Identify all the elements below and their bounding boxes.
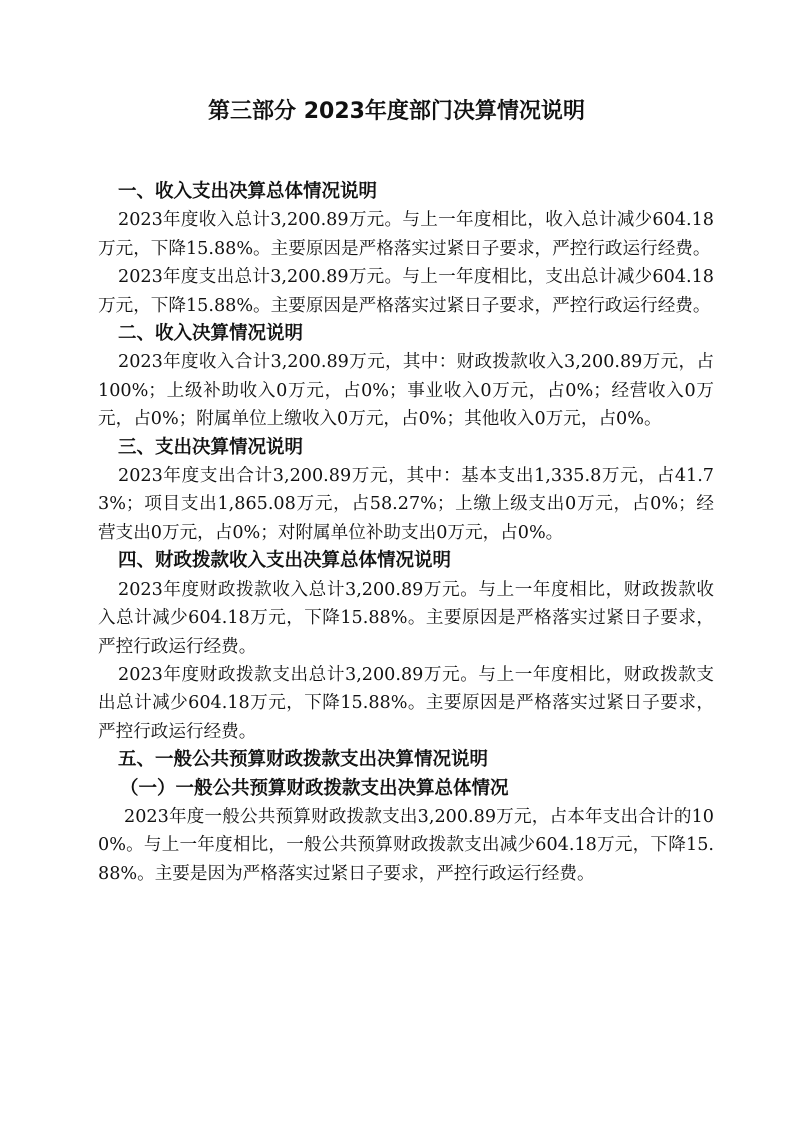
section-expenditure bbox=[98, 434, 714, 548]
paragraph: 2023年度收入合计3,200.89万元，其中：财政拨款收入3,200.89万元，占100%；上级补助收入0万元，占0%；事业收入0万元，占0%；经营收入0万元，占0%；附属单位上缴收入0万元，占0%；其他收入0万元，占0%。 bbox=[98, 352, 714, 430]
section-fiscal-appropriation bbox=[98, 547, 714, 746]
section-heading: 二、收入决算情况说明 bbox=[118, 323, 304, 345]
page-title: 第三部分 2023年度部门决算情况说明 bbox=[208, 99, 585, 124]
paragraph: 2023年度收入总计3,200.89万元。与上一年度相比，收入总计减少604.18万元，下降15.88%。主要原因是严格落实过紧日子要求，严控行政运行经费。 bbox=[98, 210, 714, 259]
paragraph: 2023年度财政拨款支出总计3,200.89万元。与上一年度相比，财政拨款支出总计减少604.18万元，下降15.88%。主要原因是严格落实过紧日子要求，严控行政运行经费。 bbox=[98, 664, 714, 742]
section-income bbox=[98, 320, 714, 434]
section-heading: 一、收入支出决算总体情况说明 bbox=[118, 181, 378, 202]
document-body bbox=[98, 178, 714, 888]
section-heading: 四、财政拨款收入支出决算总体情况说明 bbox=[118, 550, 452, 572]
section-heading: 三、支出决算情况说明 bbox=[118, 436, 304, 458]
section-heading: 五、一般公共预算财政拨款支出决算情况说明 bbox=[118, 749, 489, 771]
paragraph: 2023年度一般公共预算财政拨款支出3,200.89万元，占本年支出合计的100%。与上一年度相比，一般公共预算财政拨款支出减少604.18万元，下降15.88%。主要是因为严格落实过紧日子要求，严控行政运行经费。 bbox=[98, 806, 714, 884]
subsection-heading: （一）一般公共预算财政拨款支出决算总体情况 bbox=[120, 777, 509, 799]
paragraph: 2023年度支出合计3,200.89万元，其中：基本支出1,335.8万元，占41.73%；项目支出1,865.08万元，占58.27%；上缴上级支出0万元，占0%；经营支出0万元，占0%；对附属单位补助支出0万元，占0%。 bbox=[98, 466, 714, 543]
section-general-public-budget bbox=[98, 746, 714, 888]
paragraph: 2023年度支出总计3,200.89万元。与上一年度相比，支出总计减少604.18万元，下降15.88%。主要原因是严格落实过紧日子要求，严控行政运行经费。 bbox=[98, 267, 714, 316]
section-overview bbox=[98, 178, 714, 320]
paragraph: 2023年度财政拨款收入总计3,200.89万元。与上一年度相比，财政拨款收入总计减少604.18万元，下降15.88%。主要原因是严格落实过紧日子要求，严控行政运行经费。 bbox=[98, 579, 714, 657]
